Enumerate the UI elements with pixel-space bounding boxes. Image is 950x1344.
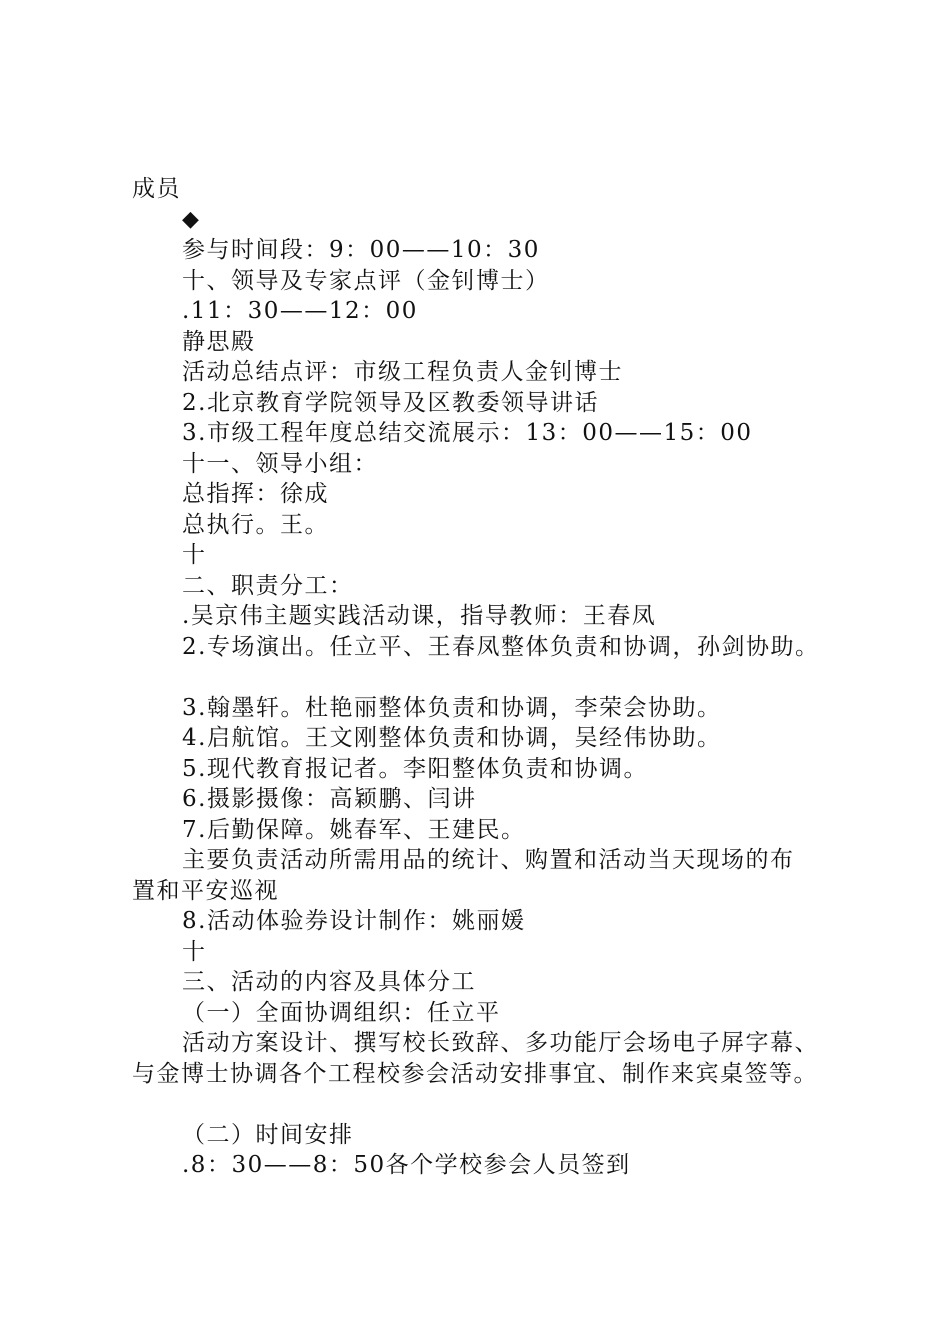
- text-line: 静思殿: [182, 328, 256, 355]
- blank-line: [132, 662, 852, 693]
- text-line: 活动总结点评：市级工程负责人金钊博士: [182, 359, 623, 385]
- text-line: 活动方案设计、撰写校长致辞、多功能厅会场电子屏字幕、: [182, 1030, 819, 1056]
- text-line: 与金博士协调各个工程校参会活动安排事宜、制作来宾桌签等。: [132, 1060, 818, 1087]
- text-line: 2.专场演出。任立平、王春凤整体负责和协调，孙剑协助。: [182, 633, 820, 660]
- text-line: .8：30——8：50各个学校参会人员签到: [182, 1152, 631, 1178]
- section-heading: 三、活动的内容及具体分工: [182, 969, 476, 995]
- document-body: [132, 174, 852, 1181]
- subsection-heading: （一）全面协调组织：任立平: [182, 999, 501, 1026]
- text-line: 6.摄影摄像：高颖鹏、闫讲: [182, 786, 477, 812]
- bullet-diamond: ◆: [182, 206, 201, 232]
- text-line: 主要负责活动所需用品的统计、购置和活动当天现场的布: [182, 847, 795, 873]
- text-line: 5.现代教育报记者。李阳整体负责和协调。: [182, 755, 648, 782]
- text-line: 8.活动体验券设计制作：姚丽媛: [182, 908, 526, 934]
- text-line: 置和平安巡视: [132, 877, 279, 904]
- text-line: 2.北京教育学院领导及区教委领导讲话: [182, 389, 599, 416]
- section-heading: 十一、领导小组：: [182, 450, 378, 477]
- text-line: 十: [182, 542, 207, 568]
- text-line: .11：30——12：00: [182, 298, 418, 324]
- section-heading: 十、领导及专家点评（金钊博士）: [182, 267, 550, 294]
- section-heading: 二、职责分工：: [182, 572, 354, 599]
- text-line: 3.市级工程年度总结交流展示：13：00——15：00: [182, 420, 753, 446]
- text-line: 7.后勤保障。姚春军、王建民。: [182, 816, 526, 843]
- subsection-heading: （二）时间安排: [182, 1121, 354, 1148]
- blank-line: [132, 1089, 852, 1120]
- text-line: 3.翰墨轩。杜艳丽整体负责和协调，李荣会协助。: [182, 694, 722, 721]
- text-line: 总执行。王。: [182, 511, 329, 538]
- text-line: .吴京伟主题实践活动课，指导教师：王春凤: [182, 603, 657, 629]
- text-line: 总指挥：徐成: [182, 481, 329, 507]
- text-line: 十: [182, 938, 207, 965]
- text-line: 成员: [132, 176, 181, 202]
- text-line: 参与时间段：9：00——10：30: [182, 237, 540, 263]
- text-line: 4.启航馆。王文刚整体负责和协调，吴经伟协助。: [182, 725, 722, 751]
